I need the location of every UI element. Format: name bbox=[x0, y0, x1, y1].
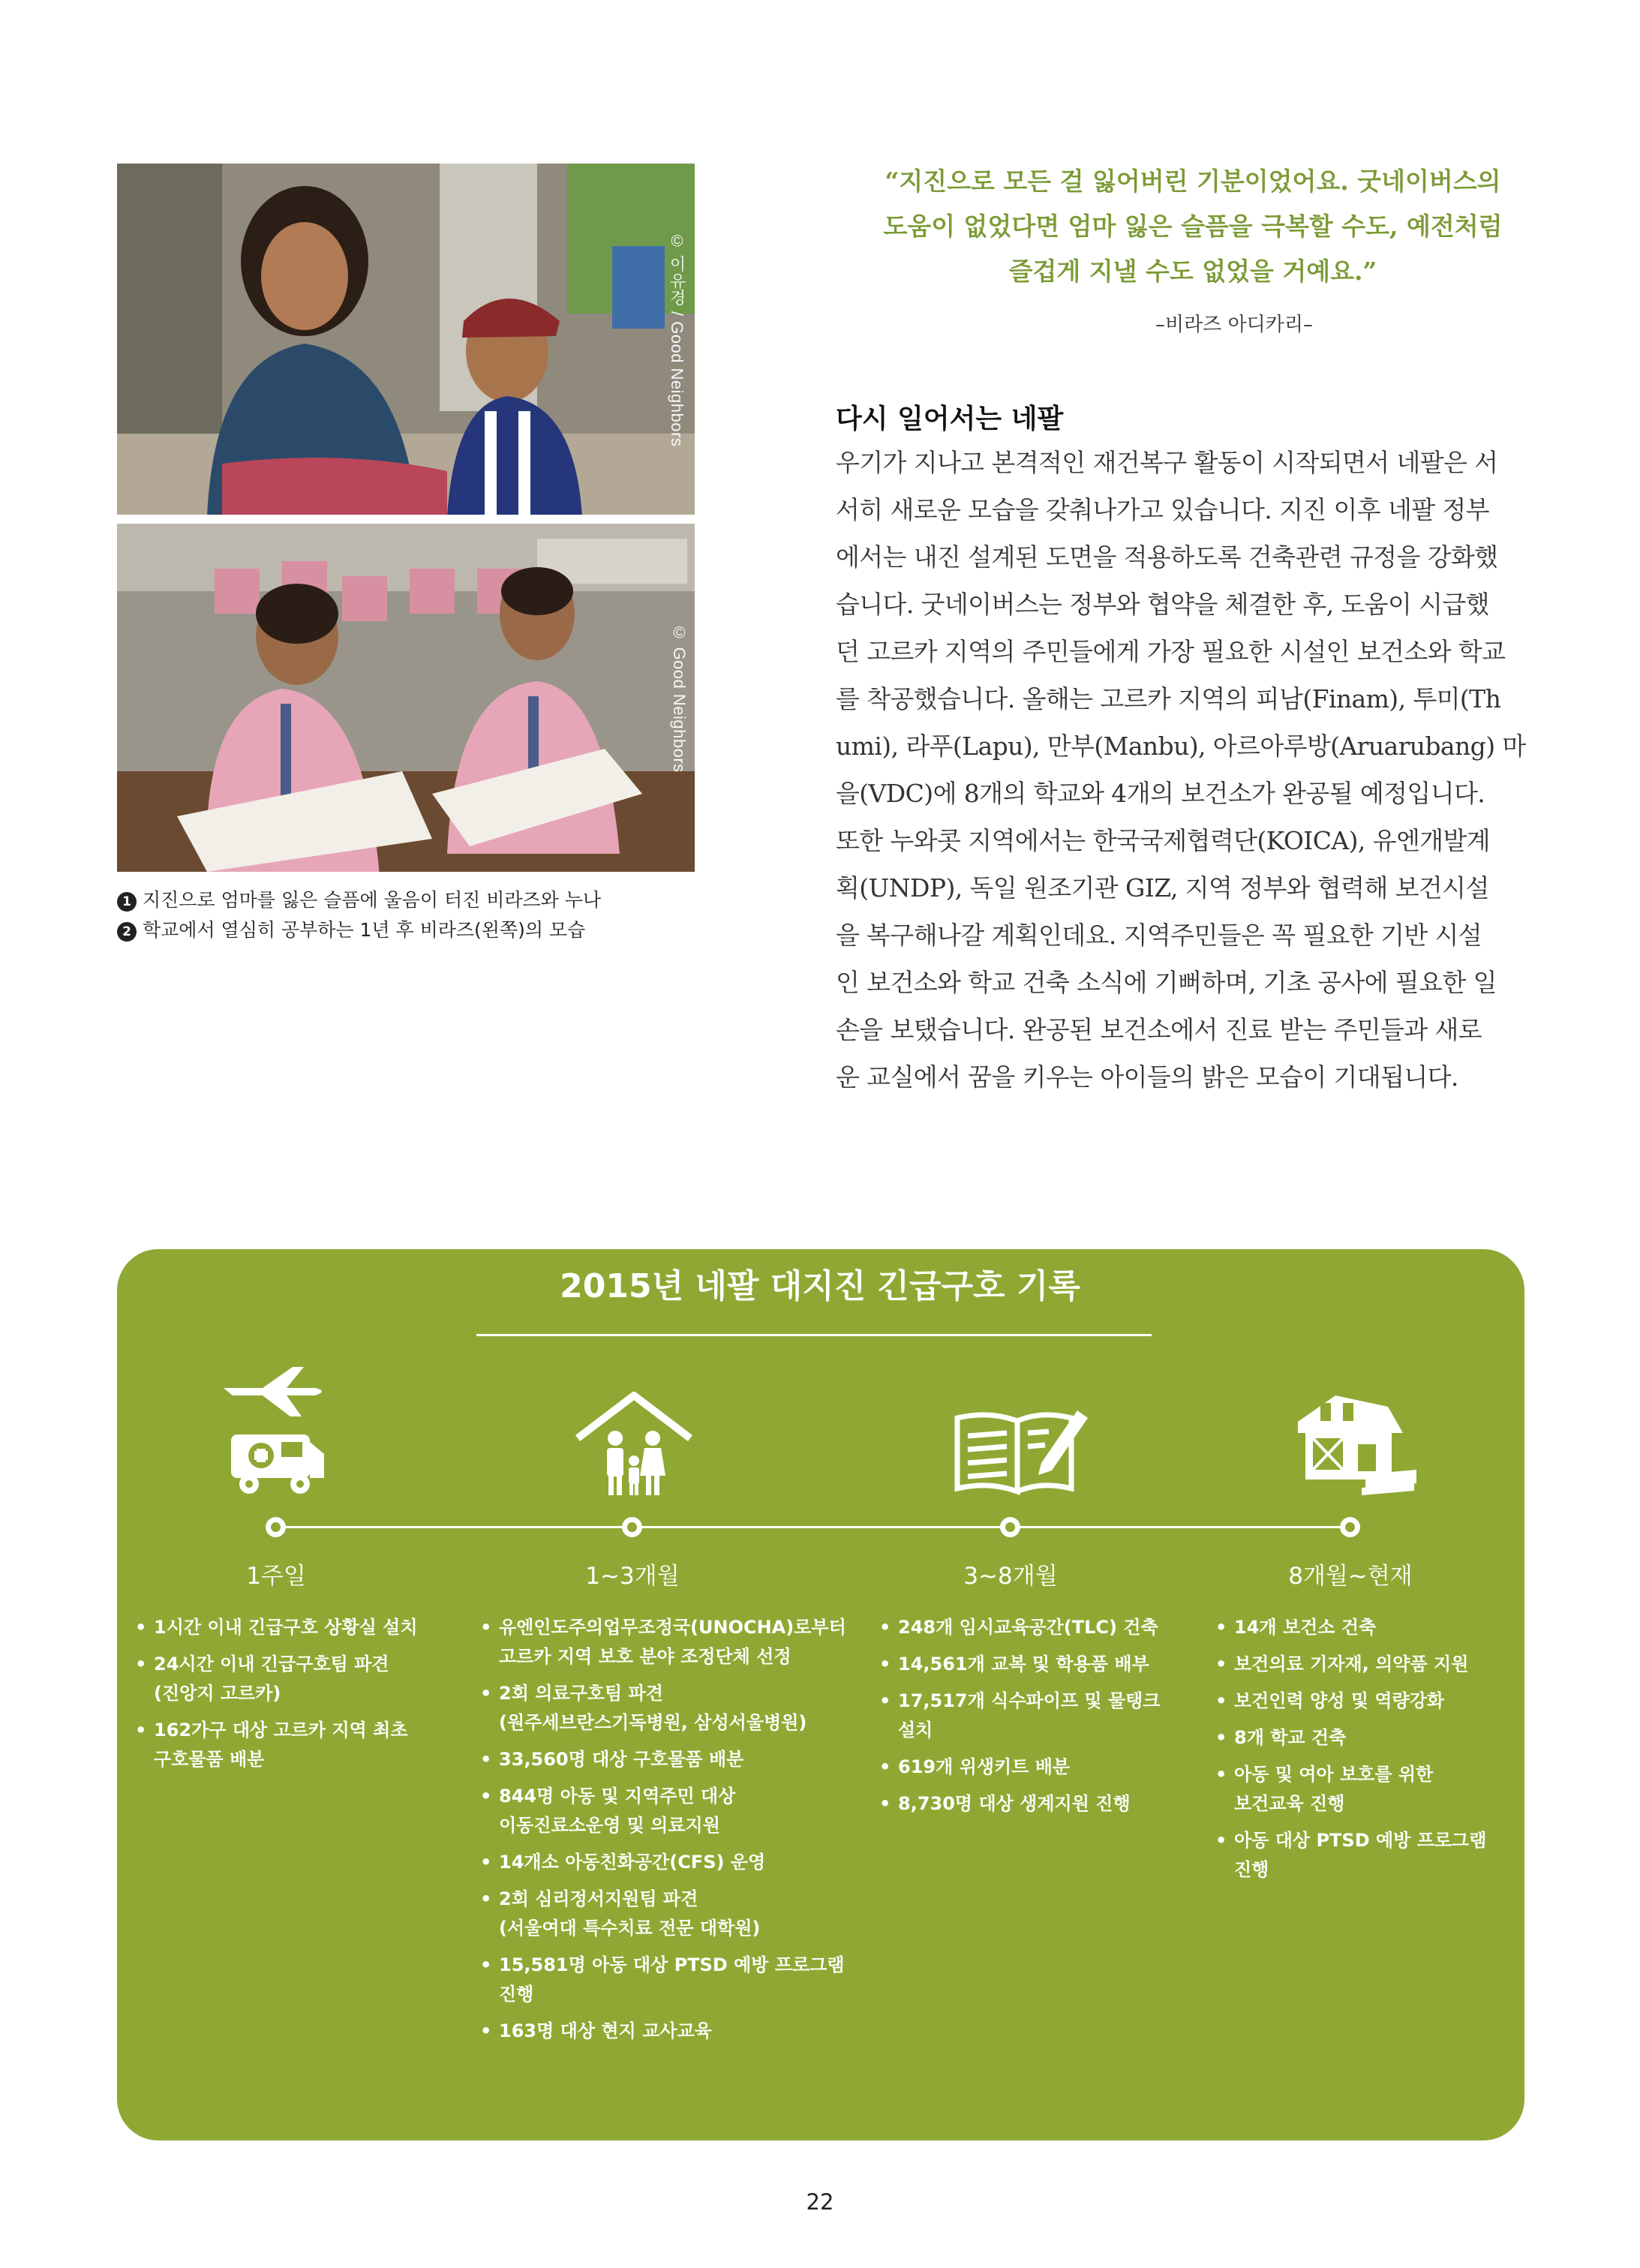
article-line: 던 고르카 지역의 주민들에게 가장 필요한 시설인 보건소와 학교 bbox=[836, 637, 1506, 666]
list-item bbox=[1215, 1826, 1515, 1885]
photo-biraj-in-classroom-image bbox=[117, 524, 695, 872]
caption-number: 2 bbox=[117, 922, 137, 942]
list-item-text: 보건교육 진행 bbox=[1234, 1793, 1345, 1814]
photo-biraj-and-sister bbox=[117, 164, 695, 515]
article-line: umi), 라푸(Lapu), 만부(Manbu), 아르아루방(Aruarubang) 마 bbox=[836, 731, 1526, 761]
book-pencil-icon bbox=[951, 1403, 1090, 1497]
photo-credit: © 이유경 / Good Neighbors bbox=[668, 231, 686, 447]
list-item-text: • 아동 및 여아 보호를 위한 bbox=[1234, 1764, 1434, 1785]
list-item-text: • 248개 임시교육공간(TLC) 건축 bbox=[898, 1617, 1158, 1638]
article-title: 다시 일어서는 네팔 bbox=[836, 404, 1064, 434]
caption-text: 지진으로 엄마를 잃은 슬픔에 울음이 터진 비라즈와 누나 bbox=[143, 889, 602, 911]
article-line: 우기가 지나고 본격적인 재건복구 활동이 시작되면서 네팔은 서 bbox=[836, 448, 1498, 477]
timeline-title: 2015년 네팔 대지진 긴급구호 기록 bbox=[560, 1267, 1080, 1305]
list-item bbox=[135, 1613, 435, 1642]
timeline-node bbox=[622, 1517, 642, 1537]
list-item-text: • 844명 아동 및 지역주민 대상 bbox=[499, 1786, 736, 1807]
quote-line: 도움이 없었다면 엄마 잃은 슬픔을 극복할 수도, 예전처럼 bbox=[883, 212, 1503, 241]
list-item-text: • 2회 의료구호팀 파견 bbox=[499, 1683, 663, 1704]
article-line: 을(VDC)에 8개의 학교와 4개의 보건소가 완공될 예정입니다. bbox=[836, 779, 1485, 808]
list-item-text: • 14개소 아동친화공간(CFS) 운영 bbox=[499, 1852, 766, 1873]
list-item-text: • 162가구 대상 고르카 지역 최초 bbox=[154, 1720, 408, 1741]
list-item bbox=[480, 1951, 870, 2009]
article-body bbox=[836, 439, 1526, 1101]
title-divider bbox=[476, 1334, 1152, 1336]
list-item-text: • 8개 학교 건축 bbox=[1234, 1727, 1347, 1748]
article-line: 인 보건소와 학교 건축 소식에 기뻐하며, 기초 공사에 필요한 일 bbox=[836, 968, 1497, 997]
list-item-text: • 14개 보건소 건축 bbox=[1234, 1617, 1377, 1638]
airplane-ambulance-icon bbox=[218, 1358, 330, 1497]
list-item-text: • 아동 대상 PTSD 예방 프로그램 bbox=[1234, 1830, 1487, 1851]
list-item-text: • 1시간 이내 긴급구호 상황실 설치 bbox=[154, 1617, 418, 1638]
phase-3-items bbox=[879, 1613, 1194, 1826]
list-item-text: (서울여대 특수치료 전문 대학원) bbox=[499, 1918, 761, 1939]
article-line: 를 착공했습니다. 올해는 고르카 지역의 피남(Finam), 투미(Th bbox=[836, 684, 1501, 713]
list-item-text: • 보건의료 기자재, 의약품 지원 bbox=[1234, 1654, 1469, 1675]
list-item-text: 진행 bbox=[499, 1984, 534, 2005]
article-line: 을 복구해나갈 계획인데요. 지역주민들은 꼭 필요한 기반 시설 bbox=[836, 921, 1482, 950]
caption-text: 학교에서 열심히 공부하는 1년 후 비라즈(왼쪽)의 모습 bbox=[143, 919, 586, 941]
article-line: 서히 새로운 모습을 갖춰나가고 있습니다. 지진 이후 네팔 정부 bbox=[836, 495, 1489, 524]
list-item bbox=[480, 1745, 870, 1774]
list-item-text: • 163명 대상 현지 교사교육 bbox=[499, 2020, 712, 2041]
list-item-text: • 보건인력 양성 및 역량강화 bbox=[1234, 1690, 1445, 1711]
list-item-text: 구호물품 배분 bbox=[154, 1749, 265, 1770]
list-item-text: • 유엔인도주의업무조정국(UNOCHA)로부터 bbox=[499, 1617, 846, 1638]
list-item bbox=[879, 1753, 1194, 1782]
phase-1-items bbox=[135, 1613, 435, 1782]
list-item-text: (진앙지 고르카) bbox=[154, 1683, 281, 1704]
phase-label-1: 1주일 bbox=[246, 1563, 306, 1590]
caption-2 bbox=[117, 915, 717, 945]
list-item bbox=[480, 1613, 870, 1672]
list-item-text: • 8,730명 대상 생계지원 진행 bbox=[898, 1793, 1131, 1814]
phase-label-4: 8개월~현재 bbox=[1288, 1563, 1413, 1590]
list-item bbox=[1215, 1613, 1515, 1642]
article-line: 에서는 내진 설계된 도면을 적용하도록 건축관련 규정을 강화했 bbox=[836, 542, 1498, 572]
list-item bbox=[1215, 1687, 1515, 1716]
photo-biraj-and-sister-image bbox=[117, 164, 695, 515]
list-item-text: • 17,517개 식수파이프 및 물탱크 bbox=[898, 1690, 1161, 1711]
quote-attribution: –비라즈 아디카리– bbox=[1155, 314, 1314, 336]
list-item-text: 고르카 지역 보호 분야 조정단체 선정 bbox=[499, 1646, 791, 1667]
phase-label-2: 1~3개월 bbox=[585, 1563, 680, 1590]
phase-4-items bbox=[1215, 1613, 1515, 1892]
article-line: 획(UNDP), 독일 원조기관 GIZ, 지역 정부와 협력해 보건시설 bbox=[836, 873, 1489, 903]
house-construction-icon bbox=[1290, 1392, 1418, 1497]
pull-quote bbox=[825, 159, 1560, 294]
phase-2-items bbox=[480, 1613, 870, 2053]
caption-1 bbox=[117, 885, 717, 915]
list-item-text: 설치 bbox=[898, 1720, 933, 1741]
list-item bbox=[1215, 1650, 1515, 1679]
timeline-line bbox=[276, 1526, 1356, 1528]
article-line: 습니다. 굿네이버스는 정부와 협약을 체결한 후, 도움이 시급했 bbox=[836, 590, 1489, 619]
list-item bbox=[879, 1650, 1194, 1679]
photo-credit: © Good Neighbors bbox=[670, 623, 689, 773]
photo-captions bbox=[117, 885, 717, 945]
list-item bbox=[135, 1716, 435, 1774]
list-item bbox=[480, 1885, 870, 1943]
list-item-text: • 619개 위생키트 배분 bbox=[898, 1756, 1071, 1777]
page-number: 22 bbox=[806, 2189, 834, 2215]
list-item bbox=[1215, 1760, 1515, 1819]
article-line: 운 교실에서 꿈을 키우는 아이들의 밝은 모습이 기대됩니다. bbox=[836, 1062, 1458, 1092]
list-item-text: 진행 bbox=[1234, 1859, 1269, 1880]
list-item bbox=[1215, 1723, 1515, 1753]
list-item bbox=[879, 1613, 1194, 1642]
family-shelter-icon bbox=[574, 1392, 694, 1497]
photo-biraj-in-classroom bbox=[117, 524, 695, 872]
list-item bbox=[480, 1848, 870, 1877]
list-item bbox=[480, 1782, 870, 1840]
list-item-text: • 2회 심리정서지원팀 파견 bbox=[499, 1888, 698, 1909]
list-item-text: • 24시간 이내 긴급구호팀 파견 bbox=[154, 1654, 389, 1675]
phase-label-3: 3~8개월 bbox=[963, 1563, 1058, 1590]
list-item bbox=[480, 1679, 870, 1738]
quote-line: 즐겁게 지낼 수도 없었을 거예요.” bbox=[1008, 257, 1377, 286]
list-item-text: • 14,561개 교복 및 학용품 배부 bbox=[898, 1654, 1149, 1675]
list-item-text: 이동진료소운영 및 의료지원 bbox=[499, 1815, 720, 1836]
quote-line: “지진으로 모든 걸 잃어버린 기분이었어요. 굿네이버스의 bbox=[885, 167, 1501, 196]
list-item-text: (원주세브란스기독병원, 삼성서울병원) bbox=[499, 1712, 807, 1733]
list-item bbox=[879, 1789, 1194, 1819]
list-item-text: • 15,581명 아동 대상 PTSD 예방 프로그램 bbox=[499, 1954, 845, 1975]
caption-number: 1 bbox=[117, 892, 137, 912]
article-line: 또한 누와콧 지역에서는 한국국제협력단(KOICA), 유엔개발계 bbox=[836, 826, 1491, 855]
timeline-node bbox=[1340, 1517, 1360, 1537]
list-item-text: • 33,560명 대상 구호물품 배분 bbox=[499, 1749, 744, 1770]
list-item bbox=[135, 1650, 435, 1708]
list-item bbox=[480, 2017, 870, 2046]
article-line: 손을 보탰습니다. 완공된 보건소에서 진료 받는 주민들과 새로 bbox=[836, 1015, 1482, 1044]
list-item bbox=[879, 1687, 1194, 1745]
timeline-node bbox=[1000, 1517, 1020, 1537]
timeline-node bbox=[266, 1517, 286, 1537]
